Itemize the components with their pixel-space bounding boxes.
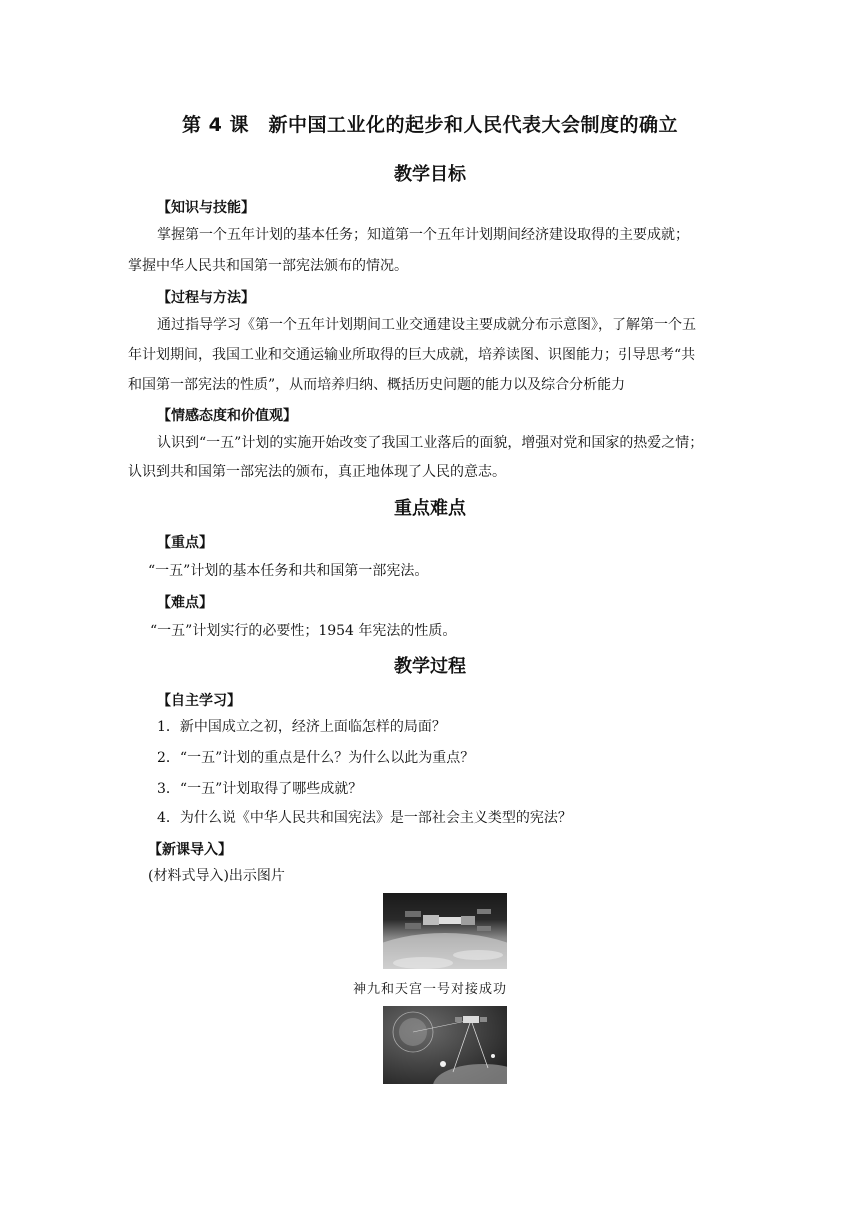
question-2: 2．“一五”计划的重点是什么？为什么以此为重点？ (157, 750, 475, 766)
docking-photo (383, 893, 507, 969)
key-tag: 【重点】 (157, 535, 213, 551)
key-text: “一五”计划的基本任务和共和国第一部宪法。 (148, 563, 429, 579)
knowledge-line-1: 掌握第一个五年计划的基本任务；知道第一个五年计划期间经济建设取得的主要成就； (157, 227, 689, 243)
difficult-tag: 【难点】 (157, 595, 213, 611)
emotion-line-1: 认识到“一五”计划的实施开始改变了我国工业落后的面貌，增强对党和国家的热爱之情； (157, 435, 704, 451)
question-3: 3．“一五”计划取得了哪些成就？ (157, 781, 363, 797)
process-line-2: 年计划期间，我国工业和交通运输业所取得的巨大成就，培养读图、识图能力；引导思考“共 (128, 347, 696, 363)
key-points-heading: 重点难点 (394, 498, 466, 519)
self-study-tag: 【自主学习】 (157, 693, 241, 709)
emotion-line-2: 认识到共和国第一部宪法的颁布，真正地体现了人民的意志。 (128, 464, 506, 480)
emotion-tag: 【情感态度和价值观】 (157, 408, 297, 424)
image1-caption: 神九和天宫一号对接成功 (352, 982, 507, 997)
difficult-text: “一五”计划实行的必要性；1954 年宪法的性质。 (150, 623, 457, 639)
intro-tag: 【新课导入】 (148, 842, 232, 858)
satellite-photo (383, 1006, 507, 1084)
knowledge-tag: 【知识与技能】 (157, 200, 255, 216)
objectives-heading: 教学目标 (394, 164, 466, 185)
process-heading: 教学过程 (394, 656, 466, 677)
lesson-title: 第 4 课 新中国工业化的起步和人民代表大会制度的确立 (182, 114, 678, 136)
process-tag: 【过程与方法】 (157, 290, 255, 306)
intro-text: (材料式导入)出示图片 (148, 868, 285, 884)
question-1: 1．新中国成立之初，经济上面临怎样的局面？ (157, 719, 446, 735)
knowledge-line-2: 掌握中华人民共和国第一部宪法颁布的情况。 (128, 258, 408, 274)
question-4: 4．为什么说《中华人民共和国宪法》是一部社会主义类型的宪法？ (157, 810, 572, 826)
process-line-1: 通过指导学习《第一个五年计划期间工业交通建设主要成就分布示意图》，了解第一个五 (157, 317, 696, 333)
process-line-3: 和国第一部宪法的性质”，从而培养归纳、概括历史问题的能力以及综合分析能力 (128, 377, 626, 393)
